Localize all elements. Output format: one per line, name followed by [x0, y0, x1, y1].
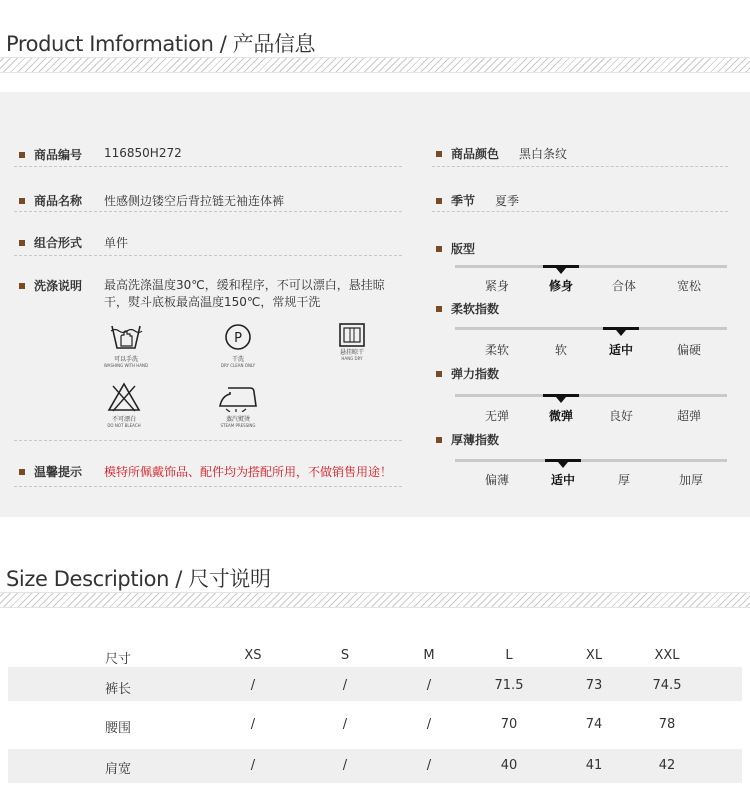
table-header-cell: XXL [654, 648, 680, 663]
table-cell: / [426, 758, 432, 773]
divider [14, 166, 402, 167]
scale-selected-pointer [616, 330, 626, 336]
divider [14, 211, 402, 212]
field-label-name: 商品名称 [19, 192, 82, 209]
care-caption-en: STEAM PRESSING [220, 423, 256, 428]
care-caption: 干洗 [231, 356, 244, 363]
table-header-cell: M [423, 648, 435, 663]
care-caption: 不可漂白 [111, 416, 136, 423]
table-cell: / [250, 758, 256, 773]
scale-track [455, 265, 727, 268]
table-cell: / [426, 678, 432, 693]
care-caption-en: WASHING WITH HAND [103, 363, 149, 368]
scale-option: 加厚 [678, 473, 703, 487]
table-header-cell: S [340, 648, 350, 663]
divider [14, 255, 402, 256]
hang-dry-icon [338, 322, 366, 348]
scale-track [455, 459, 727, 462]
scale-option: 良好 [608, 409, 633, 423]
scale-label: 厚薄指数 [436, 431, 499, 448]
scale-selected-pointer [558, 462, 568, 468]
table-cell: 78 [658, 717, 676, 732]
table-cell: 73 [585, 678, 603, 693]
scale-option: 宽松 [676, 279, 701, 293]
table-cell: / [426, 717, 432, 732]
divider [14, 486, 402, 487]
scale-selected-pointer [556, 268, 566, 274]
scale-option: 柔软 [484, 343, 509, 357]
divider [432, 166, 728, 167]
scale-option: 紧身 [484, 279, 509, 293]
scale-option: 厚 [617, 473, 630, 487]
care-caption: 悬挂晾干 [339, 349, 364, 356]
scale-track [455, 327, 727, 330]
title-divider [0, 57, 750, 73]
table-cell: 41 [585, 758, 603, 773]
table-cell: / [342, 758, 348, 773]
scale-option: 适中 [550, 473, 575, 487]
table-cell: 74 [585, 717, 603, 732]
field-label-season: 季节 [436, 192, 475, 209]
field-label-wash: 洗涤说明 [19, 277, 82, 294]
table-cell: 70 [500, 717, 518, 732]
scale-selected-pointer [556, 397, 566, 403]
hand-wash-icon [109, 322, 143, 352]
care-caption-en: DRY CLEAN ONLY [220, 363, 256, 368]
table-cell: / [250, 717, 256, 732]
scale-option: 超弹 [676, 409, 701, 423]
care-hang-dry [330, 322, 374, 361]
scale-option: 适中 [608, 343, 633, 357]
dry-clean-symbol: P [234, 331, 242, 346]
table-cell: 42 [658, 758, 676, 773]
notice-text: 模特所佩戴饰品、配件均为搭配所用，不做销售用途！ [104, 465, 393, 479]
table-cell: 71.5 [494, 678, 524, 693]
scale-option: 合体 [611, 279, 636, 293]
scale-option: 软 [554, 343, 567, 357]
table-cell: / [342, 717, 348, 732]
field-label-combo: 组合形式 [19, 234, 82, 251]
care-caption-en: HANG DRY [341, 356, 363, 361]
scale-option: 无弹 [484, 409, 509, 423]
divider [14, 440, 402, 441]
care-caption-en: DO NOT BLEACH [107, 423, 141, 428]
care-dry-clean [210, 322, 266, 368]
scale-label: 版型 [436, 240, 475, 257]
scale-label: 弹力指数 [436, 365, 499, 382]
table-header-cell: L [505, 648, 513, 663]
table-row-label: 裤长 [105, 682, 132, 697]
dry-clean-icon [223, 322, 253, 352]
scale-option: 修身 [548, 279, 573, 293]
field-value-combo: 单件 [104, 236, 129, 250]
field-label-color: 商品颜色 [436, 145, 499, 162]
care-caption: 蒸汽熨烫 [225, 416, 250, 423]
scale-option: 微弹 [548, 409, 573, 423]
scale-track [455, 394, 727, 397]
table-row-label: 腰围 [105, 721, 132, 736]
product-info-title: Product Imformation / 产品信息 [6, 32, 316, 56]
title-divider [0, 592, 750, 608]
table-cell: 74.5 [652, 678, 682, 693]
divider [432, 211, 728, 212]
steam-iron-icon [216, 384, 260, 412]
table-cell: / [342, 678, 348, 693]
scale-label: 柔软指数 [436, 300, 499, 317]
care-no-bleach [96, 382, 152, 428]
table-row-label: 肩宽 [105, 762, 132, 777]
no-bleach-icon [107, 382, 141, 412]
table-cell: 40 [500, 758, 518, 773]
table-cell: / [250, 678, 256, 693]
field-label-notice: 温馨提示 [19, 463, 82, 480]
care-steam-iron [208, 384, 268, 428]
wash-instructions: 最高洗涤温度30℃，缓和程序，不可以漂白，悬挂晾干，熨斗底板最高温度150℃，常规干洗 [104, 278, 385, 309]
table-header-cell: XL [585, 648, 603, 663]
scale-option: 偏薄 [484, 473, 509, 487]
care-hand-wash [98, 322, 154, 368]
care-caption: 可以手洗 [113, 356, 138, 363]
field-value-season: 夏季 [495, 194, 520, 208]
table-header-cell: 尺寸 [105, 652, 132, 667]
field-value-sku: 116850H272 [104, 146, 182, 160]
field-label-sku: 商品编号 [19, 146, 82, 163]
field-value-color: 黑白条纹 [519, 147, 568, 161]
field-value-name: 性感侧边镂空后背拉链无袖连体裤 [104, 194, 285, 208]
table-header-cell: XS [244, 648, 262, 663]
size-description-title: Size Description / 尺寸说明 [6, 567, 271, 591]
scale-option: 偏硬 [676, 343, 701, 357]
